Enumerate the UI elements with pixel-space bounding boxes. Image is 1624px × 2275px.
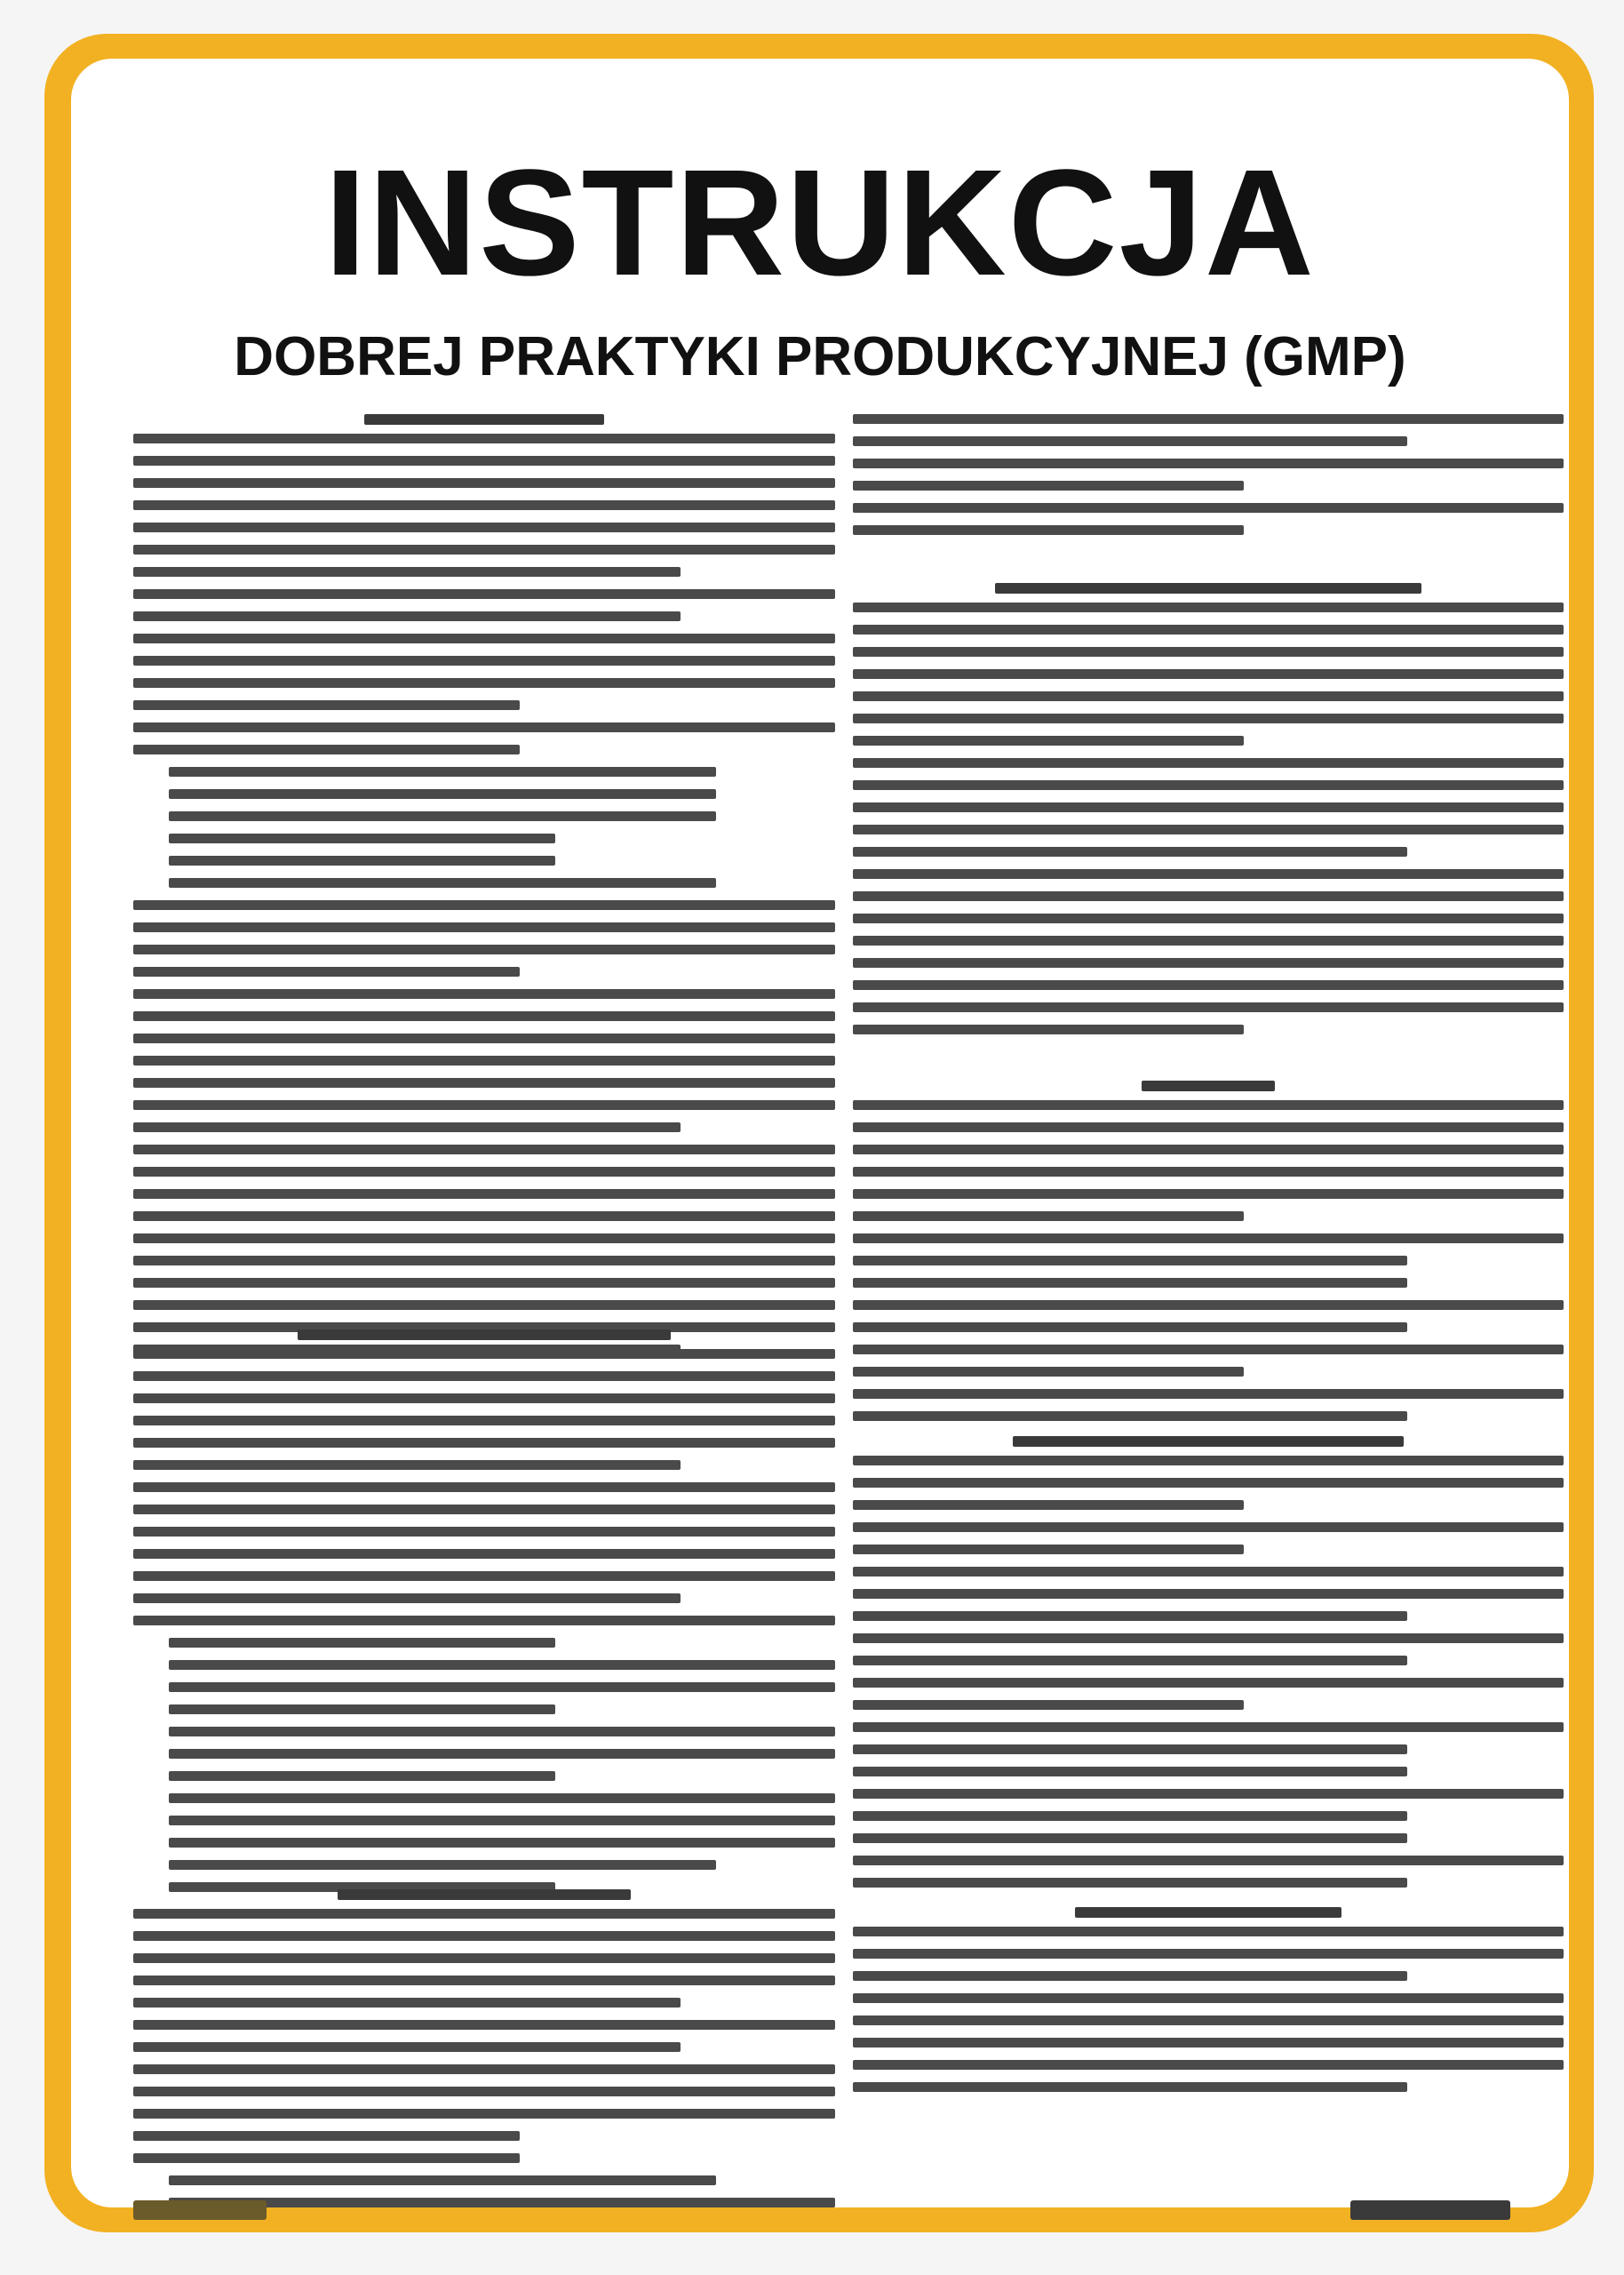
text-line <box>133 1616 835 1625</box>
text-line <box>853 1411 1407 1421</box>
text-line <box>133 2042 681 2052</box>
text-line <box>133 967 520 977</box>
text-line <box>853 1811 1407 1821</box>
text-line <box>133 589 835 599</box>
text-line <box>133 1909 835 1919</box>
text-line <box>133 900 835 910</box>
text-line <box>133 2020 835 2030</box>
text-line <box>853 936 1564 946</box>
section-heading <box>1013 1436 1404 1447</box>
text-line <box>853 1189 1564 1199</box>
text-line <box>853 2038 1564 2048</box>
text-line <box>853 603 1564 612</box>
text-line <box>169 834 555 843</box>
text-line <box>853 758 1564 768</box>
text-line <box>133 1953 835 1963</box>
text-line <box>133 1011 835 1021</box>
text-line <box>133 1034 835 1043</box>
text-line <box>853 914 1564 923</box>
text-line <box>133 1549 835 1559</box>
text-line <box>853 691 1564 701</box>
text-line <box>853 847 1407 857</box>
text-line <box>853 1500 1244 1510</box>
text-line <box>853 802 1564 812</box>
text-line <box>853 1233 1564 1243</box>
text-line <box>853 1789 1564 1799</box>
text-line <box>133 1233 835 1243</box>
text-line <box>853 1700 1244 1710</box>
text-line <box>853 2016 1564 2025</box>
section-heading <box>298 1329 671 1340</box>
text-line <box>133 1527 835 1537</box>
text-line <box>853 1656 1407 1665</box>
text-line <box>853 2082 1407 2092</box>
text-line <box>133 1505 835 1514</box>
text-line <box>853 1456 1564 1465</box>
text-line <box>853 1345 1564 1354</box>
text-line <box>853 1744 1407 1754</box>
text-line <box>853 625 1564 635</box>
text-line <box>133 478 835 488</box>
text-line <box>853 1211 1244 1221</box>
text-line <box>133 1100 835 1110</box>
text-line <box>133 1189 835 1199</box>
text-line <box>133 1278 835 1288</box>
text-line <box>853 1678 1564 1688</box>
text-line <box>133 922 835 932</box>
text-line <box>853 1256 1407 1265</box>
text-line <box>133 700 520 710</box>
text-line <box>133 1349 835 1359</box>
text-line <box>133 500 835 510</box>
text-line <box>133 1416 835 1425</box>
text-line <box>133 523 835 532</box>
product-code <box>1350 2200 1510 2220</box>
text-line <box>853 869 1564 879</box>
text-line <box>853 1389 1564 1399</box>
text-line <box>853 736 1244 746</box>
text-line <box>133 634 835 643</box>
sign-title: INSTRUKCJA <box>324 139 1316 307</box>
text-line <box>133 434 835 443</box>
section-storage-continued <box>853 414 1564 547</box>
text-line <box>169 1638 555 1648</box>
text-line <box>133 567 681 577</box>
text-line <box>853 1927 1564 1936</box>
text-line <box>853 1002 1564 1012</box>
text-line <box>853 2060 1564 2070</box>
text-line <box>853 714 1564 723</box>
text-line <box>169 878 716 888</box>
section-general-provisions <box>133 414 835 1367</box>
section-heading <box>1142 1081 1275 1091</box>
text-line <box>133 2153 520 2163</box>
text-line <box>133 1300 835 1310</box>
text-line <box>169 1727 835 1736</box>
text-line <box>133 1145 835 1154</box>
text-line <box>853 1367 1244 1377</box>
text-line <box>133 1371 835 1381</box>
text-line <box>133 1460 681 1470</box>
text-line <box>169 767 716 777</box>
text-line <box>853 525 1244 535</box>
text-line <box>169 1660 835 1670</box>
text-line <box>133 1931 835 1941</box>
text-line <box>853 481 1244 491</box>
text-line <box>133 745 520 754</box>
section-heading <box>364 414 604 425</box>
text-line <box>133 656 835 666</box>
text-line <box>853 1971 1407 1981</box>
text-line <box>853 1633 1564 1643</box>
text-line <box>169 2198 835 2207</box>
text-line <box>853 1122 1564 1132</box>
text-line <box>853 1167 1564 1177</box>
text-line <box>133 545 835 555</box>
text-line <box>853 958 1564 968</box>
text-line <box>853 1611 1407 1621</box>
text-line <box>133 1122 681 1132</box>
text-line <box>853 1322 1407 1332</box>
text-line <box>853 1949 1564 1959</box>
text-line <box>853 503 1564 513</box>
text-line <box>133 1078 835 1088</box>
text-line <box>133 1976 835 1985</box>
text-line <box>853 1278 1407 1288</box>
text-line <box>853 825 1564 834</box>
text-line <box>853 1145 1564 1154</box>
text-line <box>169 1838 835 1848</box>
text-line <box>853 1100 1564 1110</box>
sign-panel <box>71 59 1569 2207</box>
text-line <box>853 1567 1564 1577</box>
text-line <box>133 611 681 621</box>
text-line <box>169 1816 835 1825</box>
text-line <box>853 1722 1564 1732</box>
text-line <box>169 1682 835 1692</box>
text-line <box>853 1478 1564 1488</box>
text-line <box>133 1593 681 1603</box>
section-raw-materials <box>133 1329 835 1904</box>
section-food-storage <box>133 1889 835 2207</box>
publisher-logo <box>133 2200 267 2220</box>
text-line <box>853 1993 1564 2003</box>
text-line <box>853 1767 1407 1776</box>
text-line <box>133 2064 835 2074</box>
text-line <box>169 1704 555 1714</box>
text-line <box>133 1393 835 1403</box>
text-line <box>853 980 1564 990</box>
text-line <box>133 2131 520 2141</box>
text-line <box>853 414 1564 424</box>
text-line <box>169 811 716 821</box>
section-heading <box>338 1889 631 1900</box>
text-line <box>853 1522 1564 1532</box>
text-line <box>853 1025 1244 1034</box>
text-line <box>133 2109 835 2119</box>
text-line <box>133 1482 835 1492</box>
text-line <box>133 1211 835 1221</box>
section-basic-rules <box>853 1436 1564 1900</box>
text-line <box>133 1056 835 1066</box>
section-final-provisions <box>853 1907 1564 2104</box>
section-heading <box>995 583 1421 594</box>
text-line <box>133 1438 835 1448</box>
text-line <box>853 647 1564 657</box>
text-line <box>853 1589 1564 1599</box>
text-line <box>133 456 835 466</box>
text-line <box>853 1833 1407 1843</box>
text-line <box>169 1749 835 1759</box>
text-line <box>853 459 1564 468</box>
text-line <box>133 678 835 688</box>
section-transport <box>853 1081 1564 1433</box>
text-line <box>133 989 835 999</box>
text-line <box>133 1167 835 1177</box>
text-line <box>853 891 1564 901</box>
text-line <box>853 669 1564 679</box>
text-line <box>133 1998 681 2008</box>
text-line <box>853 1545 1244 1554</box>
text-line <box>169 1771 555 1781</box>
text-line <box>133 1256 835 1265</box>
text-line <box>133 2087 835 2096</box>
text-line <box>853 1878 1407 1888</box>
text-line <box>169 1793 835 1803</box>
text-line <box>169 856 555 866</box>
text-line <box>853 780 1564 790</box>
text-line <box>133 1571 835 1581</box>
text-line <box>853 436 1407 446</box>
text-line <box>169 789 716 799</box>
section-heading <box>1075 1907 1341 1918</box>
text-line <box>169 2175 716 2185</box>
text-line <box>853 1300 1564 1310</box>
text-line <box>133 722 835 732</box>
text-line <box>133 945 835 954</box>
text-line <box>853 1856 1564 1865</box>
section-technological-processes <box>853 583 1564 1047</box>
text-line <box>169 1860 716 1870</box>
sign-subtitle: DOBREJ PRAKTYKI PRODUKCYJNEJ (GMP) <box>234 326 1406 387</box>
